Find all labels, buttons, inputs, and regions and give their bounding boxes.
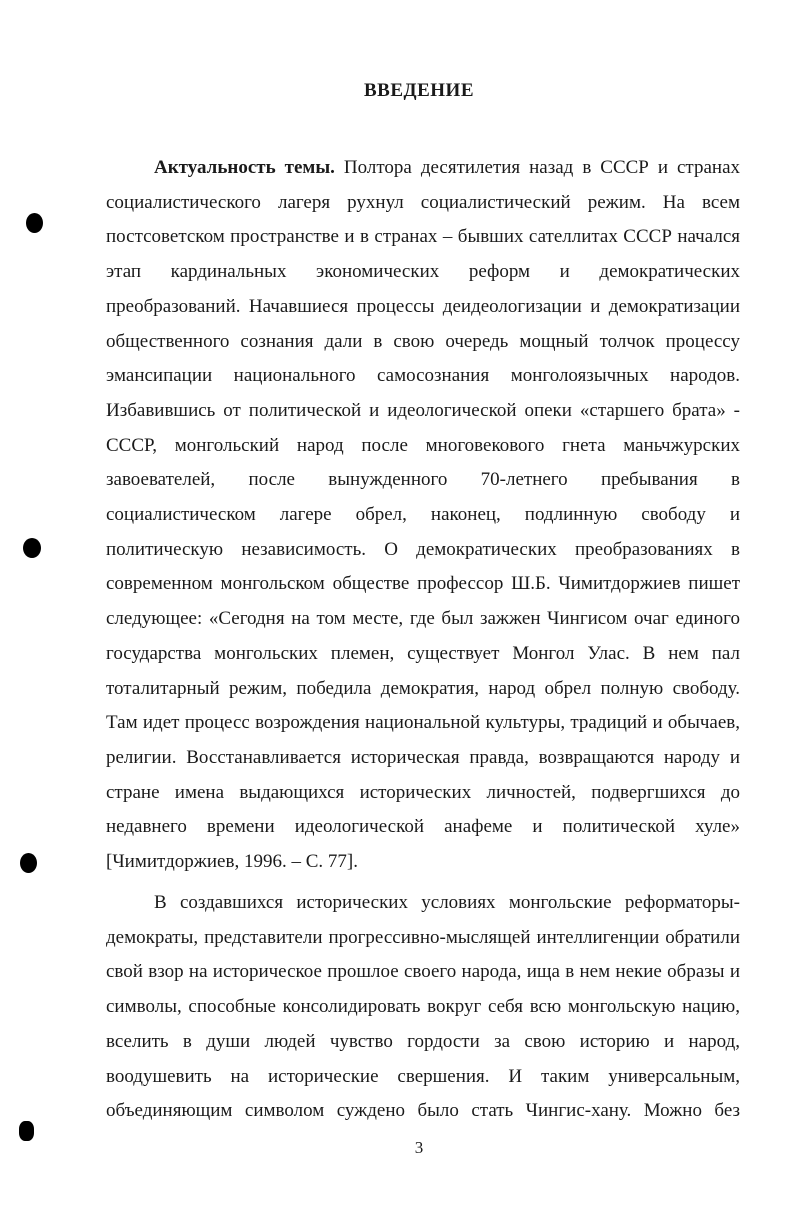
text-line: эмансипации национального самосознания монголоязычных народов. xyxy=(106,365,740,387)
text-line: преобразований. Начавшиеся процессы деидеологизации и демократизации xyxy=(106,295,740,317)
text-line: свой взор на историческое прошлое своего народа, ища в нем некие образы и xyxy=(106,961,740,983)
paragraph-lead: Актуальность темы. xyxy=(154,157,335,178)
text-line: современном монгольском обществе профессор Ш.Б. Чимитдоржиев пишет xyxy=(106,573,740,595)
text-line: социалистического лагеря рухнул социалистический режим. На всем xyxy=(106,191,740,213)
text-line: общественного сознания дали в свою очередь мощный толчок процессу xyxy=(106,330,740,352)
text-line: объединяющим символом суждено было стать Чингис-хану. Можно без xyxy=(106,1100,740,1122)
text-line: постсоветском пространстве и в странах – бывших сателлитах СССР начался xyxy=(106,226,740,248)
text-line: недавнего времени идеологической анафеме и политической хуле» xyxy=(106,816,740,838)
page-title: ВВЕДЕНИЕ xyxy=(364,80,474,101)
paragraph-1 xyxy=(106,151,740,880)
text-line: Там идет процесс возрождения национальной культуры, традиций и обычаев, xyxy=(106,712,740,734)
text-line: СССР, монгольский народ после многовекового гнета маньчжурских xyxy=(106,434,740,456)
text-line: следующее: «Сегодня на том месте, где был зажжен Чингисом очаг единого xyxy=(106,608,740,630)
text-line: [Чимитдоржиев, 1996. – С. 77]. xyxy=(106,851,358,873)
page-number: 3 xyxy=(414,1138,424,1157)
paragraph-2 xyxy=(106,886,740,1129)
binder-hole xyxy=(26,213,43,233)
binder-hole xyxy=(20,853,37,873)
text-line: В создавшихся исторических условиях монгольские реформаторы- xyxy=(154,892,740,913)
text-line: Избавившись от политической и идеологической опеки «старшего брата» - xyxy=(106,399,740,421)
text-line: социалистическом лагере обрел, наконец, подлинную свободу и xyxy=(106,504,740,526)
text-line: завоевателей, после вынужденного 70-летнего пребывания в xyxy=(106,469,740,491)
text-line: религии. Восстанавливается историческая правда, возвращаются народу и xyxy=(106,746,740,768)
text-line: этап кардинальных экономических реформ и демократических xyxy=(106,261,740,283)
text-line: демократы, представители прогрессивно-мыслящей интеллигенции обратили xyxy=(106,926,740,948)
text-line: стране имена выдающихся исторических личностей, подвергшихся до xyxy=(106,781,740,803)
text-line: символы, способные консолидировать вокруг себя всю монгольскую нацию, xyxy=(106,996,740,1018)
text-line: политическую независимость. О демократических преобразованиях в xyxy=(106,538,740,560)
text-line: вселить в души людей чувство гордости за свою историю и народ, xyxy=(106,1030,740,1052)
text-line: воодушевить на исторические свершения. И таким универсальным, xyxy=(106,1065,740,1087)
text-line: государства монгольских племен, существует Монгол Улас. В нем пал xyxy=(106,642,740,664)
text-line: тоталитарный режим, победила демократия, народ обрел полную свободу. xyxy=(106,677,740,699)
text-line: Актуальность темы. Полтора десятилетия назад в СССР и странах xyxy=(154,157,740,178)
binder-hole xyxy=(23,538,41,558)
